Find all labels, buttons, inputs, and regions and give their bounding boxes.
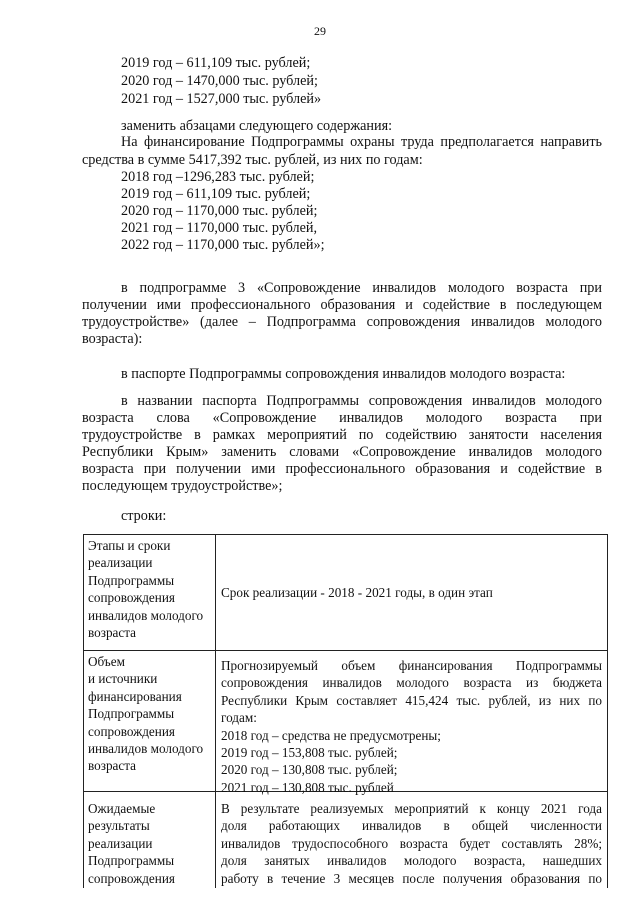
paragraph-line: в названии паспорта Подпрограммы сопровождения инвалидов молодого bbox=[121, 393, 602, 409]
page-number: 29 bbox=[314, 24, 326, 38]
paragraph-line: в паспорте Подпрограммы сопровождения инвалидов молодого возраста: bbox=[121, 366, 566, 382]
paragraph-line: трудоустройстве» (далее – Подпрограмма сопровождения инвалидов молодого bbox=[82, 314, 602, 330]
row-label: Ожидаемые результаты реализации Подпрограммы сопровождения bbox=[84, 792, 216, 888]
paragraph-line: На финансирование Подпрограммы охраны труда предполагается направить bbox=[121, 134, 602, 150]
text-line: 2019 год – 611,109 тыс. рублей; bbox=[121, 55, 311, 71]
paragraph-line: возраста слова «Сопровождение инвалидов молодого возраста при bbox=[82, 410, 602, 426]
year-line: 2020 год – 1170,000 тыс. рублей; bbox=[121, 203, 318, 219]
paragraph-line: возраста при получении ими профессионального образования и содействие в bbox=[82, 461, 602, 477]
row-label: Объем и источники финансирования Подпрограммы сопровождения инвалидов молодого возраста bbox=[84, 651, 216, 791]
text-line: заменить абзацами следующего содержания: bbox=[121, 118, 393, 134]
row-content: В результате реализуемых мероприятий к концу 2021 года доля работающих инвалидов в общей численности инвалидов трудоспособного возраста будет составлять 28%; доля занятых инвалидов молодого возраста, нашедших работу в течение 3 месяцев после получения образования по bbox=[221, 801, 602, 886]
table-row bbox=[84, 792, 607, 888]
paragraph-line: получении ими профессионального образования и содействие в последующем bbox=[82, 297, 602, 313]
paragraph-line: строки: bbox=[121, 508, 167, 524]
paragraph-line: средства в сумме 5417,392 тыс. рублей, из них по годам: bbox=[82, 152, 423, 168]
paragraph-line: Республики Крым» заменить словами «Сопровождение инвалидов молодого bbox=[82, 444, 602, 460]
table-row bbox=[84, 651, 607, 795]
text-line: 2021 год – 1527,000 тыс. рублей» bbox=[121, 91, 322, 107]
paragraph-line: последующем трудоустройстве»; bbox=[82, 478, 283, 494]
passport-table bbox=[83, 534, 608, 888]
row-content: Прогнозируемый объем финансирования Подпрограммы сопровождения инвалидов молодого возраста из бюджета Республики Крым составляет 415,424 тыс. рублей, из них по годам: 2018 год – средства не предусмотрены; 2019 год – 153,808 тыс. рублей; 2020 год – 130,808 тыс. рублей; 2021 год – 130,808 тыс. рублей bbox=[221, 658, 602, 795]
text-line: 2020 год – 1470,000 тыс. рублей; bbox=[121, 73, 318, 89]
row-label: Этапы и сроки реализации Подпрограммы сопровождения инвалидов молодого возраста bbox=[84, 535, 216, 650]
paragraph-line: возраста): bbox=[82, 331, 143, 347]
paragraph-line: трудоустройстве в рамках мероприятий по содействию занятости населения bbox=[82, 427, 602, 443]
year-line: 2019 год – 611,109 тыс. рублей; bbox=[121, 186, 311, 202]
year-line: 2021 год – 1170,000 тыс. рублей, bbox=[121, 220, 318, 236]
table-row bbox=[84, 535, 607, 651]
paragraph-line: в подпрограмме 3 «Сопровождение инвалидов молодого возраста при bbox=[121, 280, 602, 296]
year-line: 2022 год – 1170,000 тыс. рублей»; bbox=[121, 237, 325, 253]
year-line: 2018 год –1296,283 тыс. рублей; bbox=[121, 169, 315, 185]
row-content: Срок реализации - 2018 - 2021 годы, в один этап bbox=[221, 584, 493, 600]
